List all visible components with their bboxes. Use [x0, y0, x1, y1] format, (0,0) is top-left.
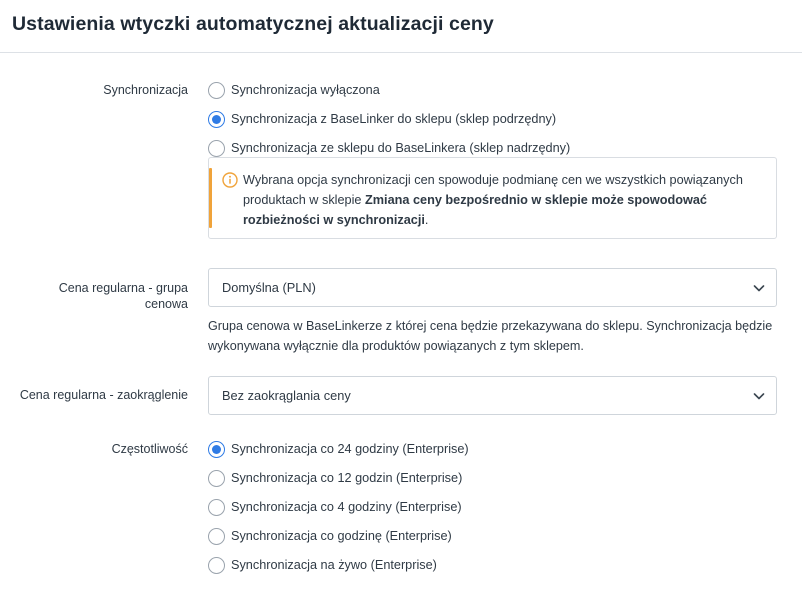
sync-warning-alert: [208, 157, 777, 239]
sync-option-from-shop-label: Synchronizacja ze sklepu do BaseLinkera (sklep nadrzędny): [231, 141, 571, 155]
alert-text-end: .: [424, 213, 429, 227]
price-group-select-value: Domyślna (PLN): [222, 280, 316, 295]
alert-text-main: Wybrana opcja synchronizacji cen spowoduje podmianę cen we wszystkich powiązanych produktach w sklepie: [243, 173, 743, 207]
frequency-option-1h[interactable]: [208, 526, 452, 546]
frequency-option-12h-radio[interactable]: [208, 470, 225, 487]
frequency-option-12h-label: Synchronizacja co 12 godzin (Enterprise): [231, 471, 463, 485]
frequency-option-12h[interactable]: [208, 468, 462, 488]
frequency-option-4h-label: Synchronizacja co 4 godziny (Enterprise): [231, 500, 462, 514]
page-header: [0, 0, 802, 53]
sync-option-to-shop[interactable]: [208, 109, 556, 129]
sync-option-off-radio[interactable]: [208, 82, 225, 99]
price-group-help-text: Grupa cenowa w BaseLinkerze z której cena będzie przekazywana do sklepu. Synchronizacja będzie wykonywana wyłącznie dla produktów powiązanych z tym sklepem.: [208, 319, 773, 353]
frequency-option-4h[interactable]: [208, 497, 462, 517]
frequency-option-1h-label: Synchronizacja co godzinę (Enterprise): [231, 529, 452, 543]
alert-accent-bar: [209, 168, 212, 228]
rounding-select[interactable]: [208, 376, 777, 415]
sync-option-off[interactable]: [208, 80, 380, 100]
info-icon: [222, 172, 238, 188]
sync-option-to-shop-label: Synchronizacja z BaseLinker do sklepu (sklep podrzędny): [231, 112, 557, 126]
price-group-select[interactable]: [208, 268, 777, 307]
frequency-option-24h-label: Synchronizacja co 24 godziny (Enterprise): [231, 442, 469, 456]
frequency-option-1h-radio[interactable]: [208, 528, 225, 545]
frequency-option-live[interactable]: [208, 555, 437, 575]
sync-option-to-shop-radio[interactable]: [208, 111, 225, 128]
sync-option-from-shop-radio[interactable]: [208, 140, 225, 157]
alert-text-bold: Zmiana ceny bezpośrednio w sklepie może spowodować rozbieżności w synchronizacji: [243, 193, 707, 227]
page-title: Ustawienia wtyczki automatycznej aktualizacji ceny: [12, 13, 494, 35]
frequency-option-live-radio[interactable]: [208, 557, 225, 574]
alert-text: [243, 170, 763, 230]
sync-option-from-shop[interactable]: [208, 138, 570, 158]
frequency-option-4h-radio[interactable]: [208, 499, 225, 516]
frequency-option-24h-radio[interactable]: [208, 441, 225, 458]
frequency-option-live-label: Synchronizacja na żywo (Enterprise): [231, 558, 437, 572]
sync-label: Synchronizacja: [103, 83, 188, 97]
chevron-down-icon: [753, 391, 765, 401]
frequency-label: Częstotliwość: [111, 442, 188, 456]
chevron-down-icon: [753, 283, 765, 293]
sync-option-off-label: Synchronizacja wyłączona: [231, 83, 380, 97]
rounding-select-value: Bez zaokrąglania ceny: [222, 388, 351, 403]
rounding-label: Cena regularna - zaokrąglenie: [19, 388, 188, 402]
frequency-option-24h[interactable]: [208, 439, 469, 459]
price-group-label: Cena regularna - grupa cenowa: [58, 281, 188, 311]
